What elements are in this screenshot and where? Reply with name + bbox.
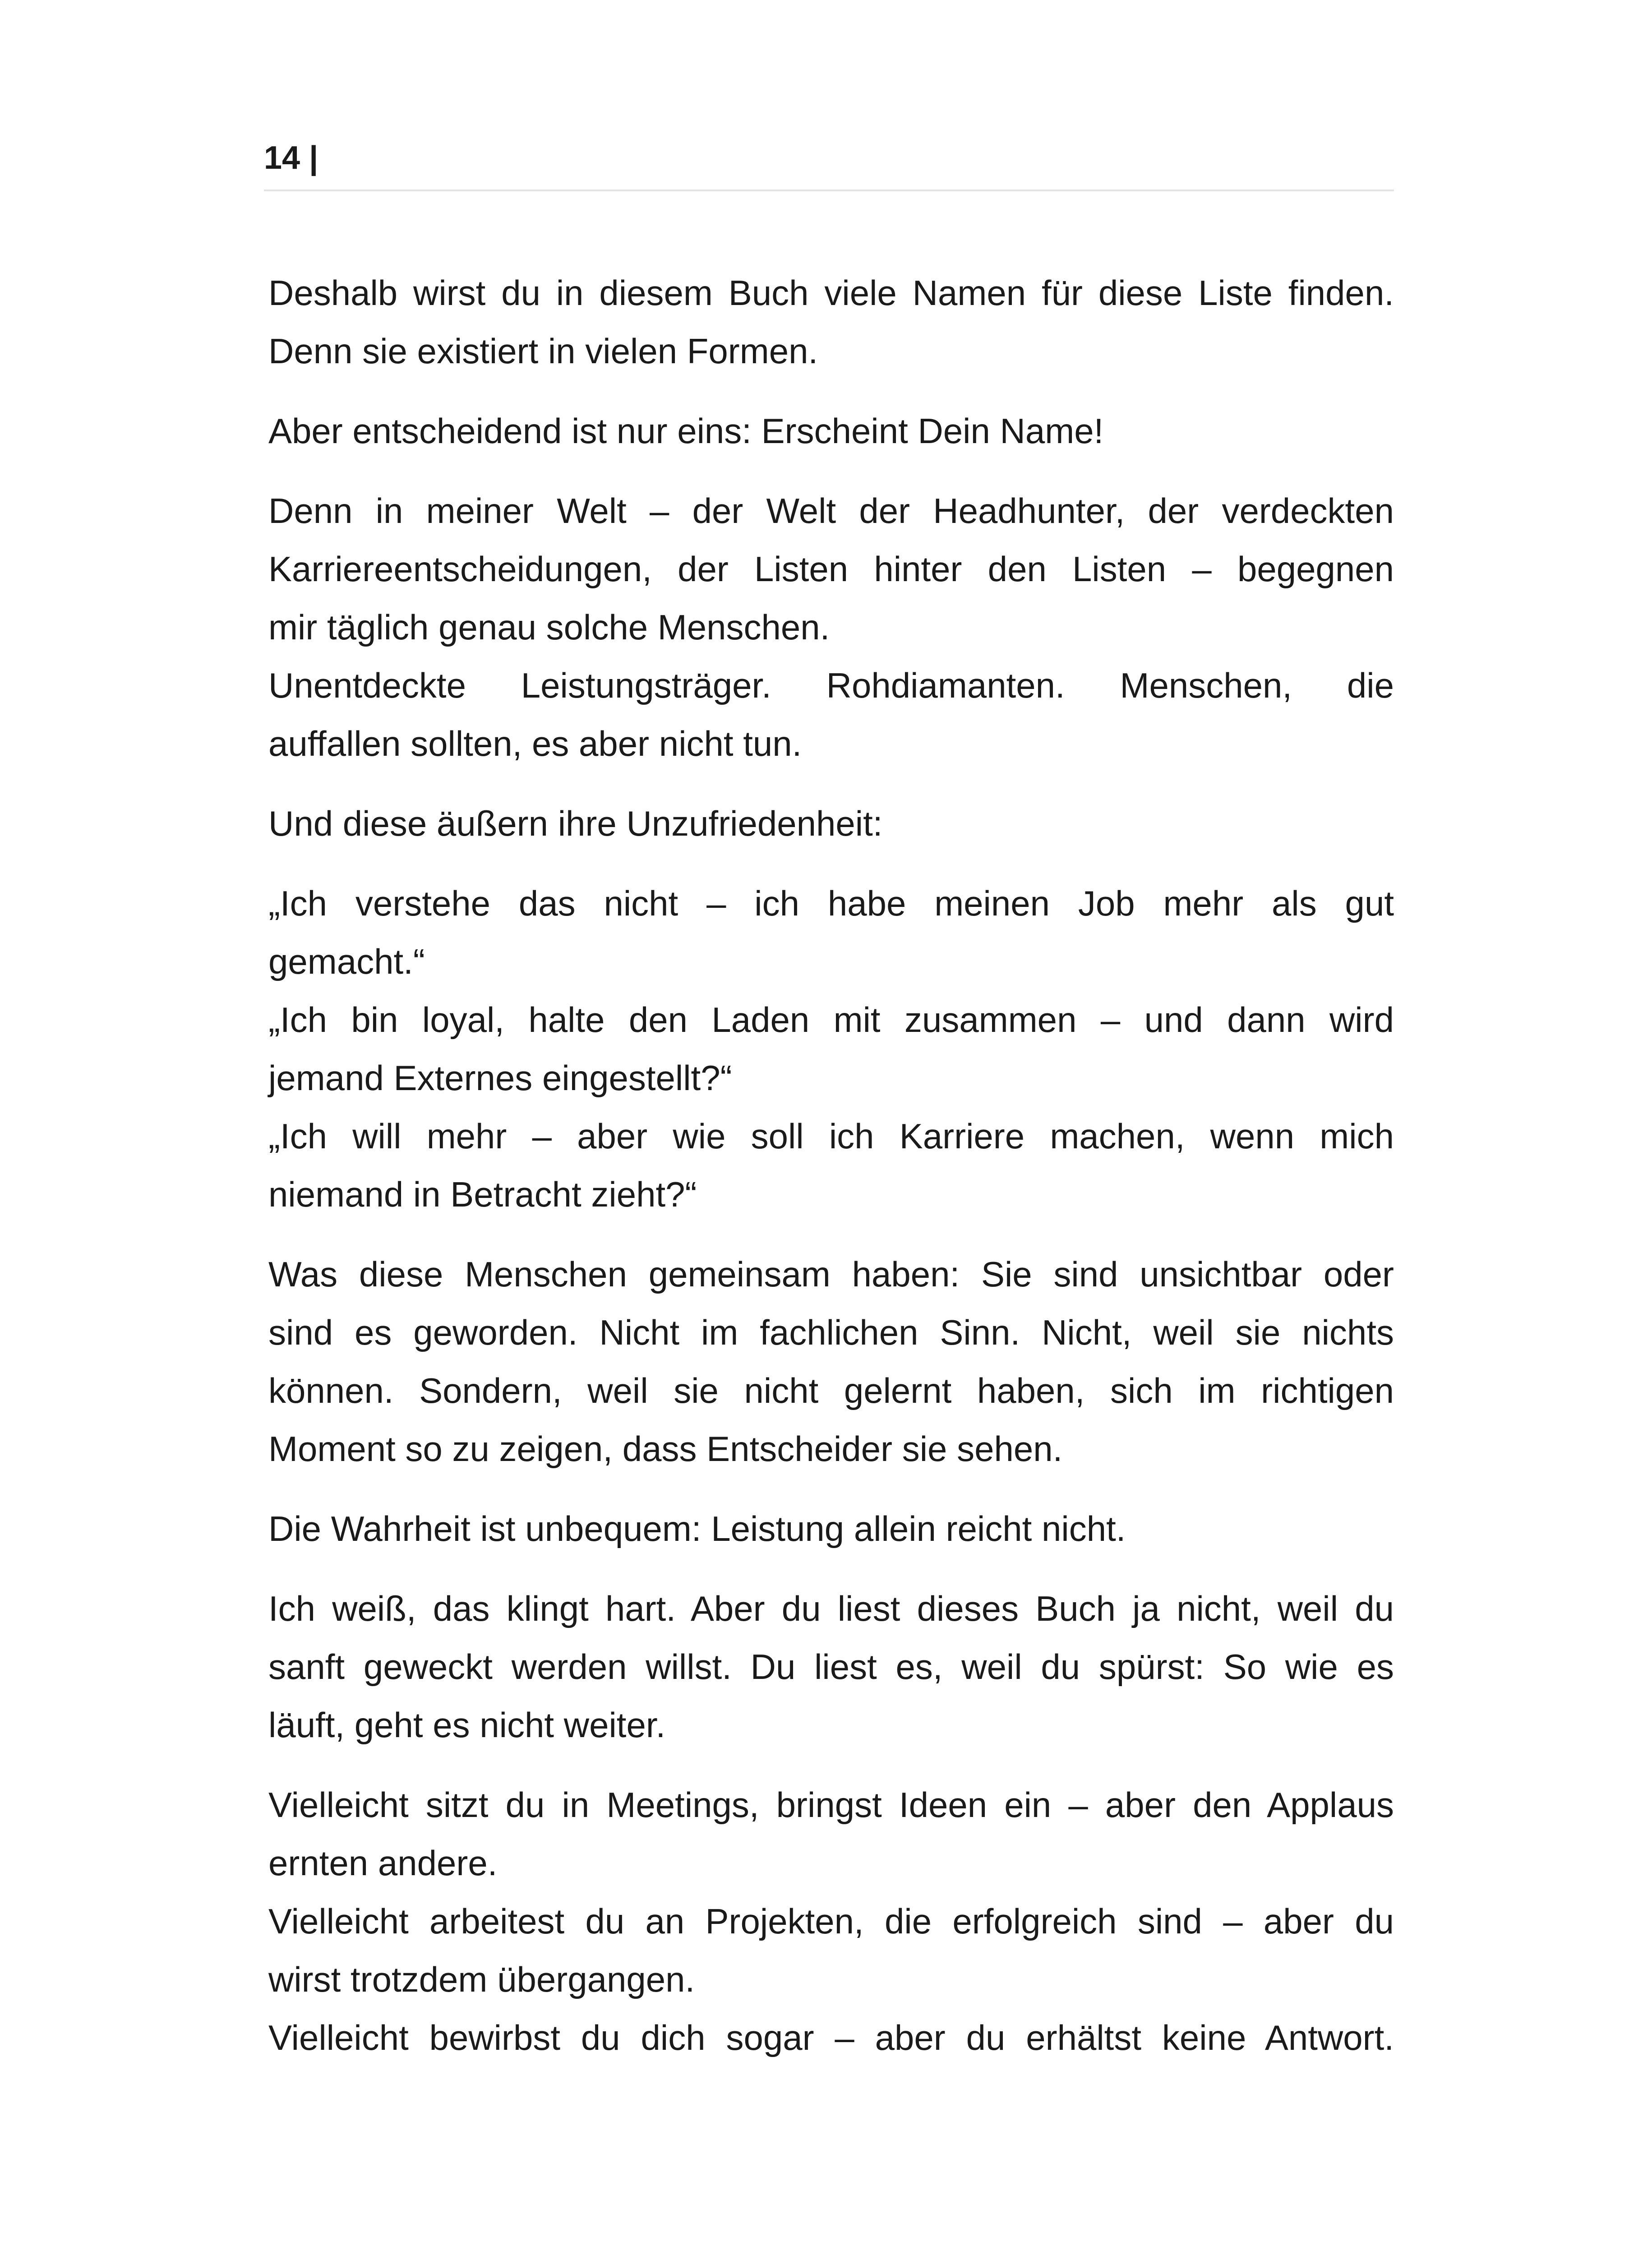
text-line: Ich weiß, das klingt hart. Aber du liest dieses Buch ja nicht, weil du bbox=[268, 1589, 1394, 1628]
text-line: läuft, geht es nicht weiter. bbox=[268, 1705, 666, 1745]
text-line: Aber entscheidend ist nur eins: Erscheint Dein Name! bbox=[268, 411, 1104, 451]
text-line: auffallen sollten, es aber nicht tun. bbox=[268, 724, 802, 763]
paragraph bbox=[268, 1500, 1394, 1558]
text-line: Vielleicht arbeitest du an Projekten, die erfolgreich sind – aber du bbox=[268, 1901, 1394, 1941]
body-text bbox=[268, 264, 1394, 2089]
text-line: mir täglich genau solche Menschen. bbox=[268, 607, 830, 647]
text-line: „Ich will mehr – aber wie soll ich Karriere machen, wenn mich bbox=[268, 1116, 1394, 1156]
page-header bbox=[264, 131, 1394, 191]
text-line: sanft geweckt werden willst. Du liest es, weil du spürst: So wie es bbox=[268, 1647, 1394, 1687]
text-line: können. Sondern, weil sie nicht gelernt haben, sich im richtigen bbox=[268, 1371, 1394, 1410]
text-line: Karriereentscheidungen, der Listen hinter den Listen – begegnen bbox=[268, 549, 1394, 589]
text-line: Die Wahrheit ist unbequem: Leistung allein reicht nicht. bbox=[268, 1509, 1126, 1549]
paragraph bbox=[268, 795, 1394, 853]
text-line: Vielleicht sitzt du in Meetings, bringst Ideen ein – aber den Applaus bbox=[268, 1785, 1394, 1825]
text-line: Unentdeckte Leistungsträger. Rohdiamanten. Menschen, die bbox=[268, 666, 1394, 705]
text-line: jemand Externes eingestellt?“ bbox=[268, 1058, 732, 1098]
text-line: Moment so zu zeigen, dass Entscheider sie sehen. bbox=[268, 1429, 1063, 1469]
paragraph bbox=[268, 264, 1394, 380]
text-line: wirst trotzdem übergangen. bbox=[268, 1960, 695, 1999]
text-line: gemacht.“ bbox=[268, 942, 425, 981]
text-line: „Ich bin loyal, halte den Laden mit zusammen – und dann wird bbox=[268, 1000, 1394, 1040]
paragraph bbox=[268, 1776, 1394, 2067]
text-line: sind es geworden. Nicht im fachlichen Sinn. Nicht, weil sie nichts bbox=[268, 1313, 1394, 1352]
text-line: Deshalb wirst du in diesem Buch viele Namen für diese Liste finden. bbox=[268, 273, 1394, 313]
paragraph bbox=[268, 402, 1394, 460]
text-line: Vielleicht bewirbst du dich sogar – aber du erhältst keine Antwort. bbox=[268, 2018, 1394, 2057]
page-number: 14 | bbox=[264, 140, 318, 176]
text-line: Was diese Menschen gemeinsam haben: Sie sind unsichtbar oder bbox=[268, 1254, 1394, 1294]
text-line: „Ich verstehe das nicht – ich habe meinen Job mehr als gut bbox=[268, 883, 1394, 923]
text-line: Und diese äußern ihre Unzufriedenheit: bbox=[268, 804, 883, 843]
paragraph bbox=[268, 874, 1394, 1224]
text-line: niemand in Betracht zieht?“ bbox=[268, 1174, 697, 1214]
text-line: Denn sie existiert in vielen Formen. bbox=[268, 331, 818, 371]
text-line: Denn in meiner Welt – der Welt der Headhunter, der verdeckten bbox=[268, 491, 1394, 531]
paragraph bbox=[268, 1245, 1394, 1478]
paragraph bbox=[268, 1580, 1394, 1754]
paragraph bbox=[268, 482, 1394, 773]
text-line: ernten andere. bbox=[268, 1843, 498, 1883]
